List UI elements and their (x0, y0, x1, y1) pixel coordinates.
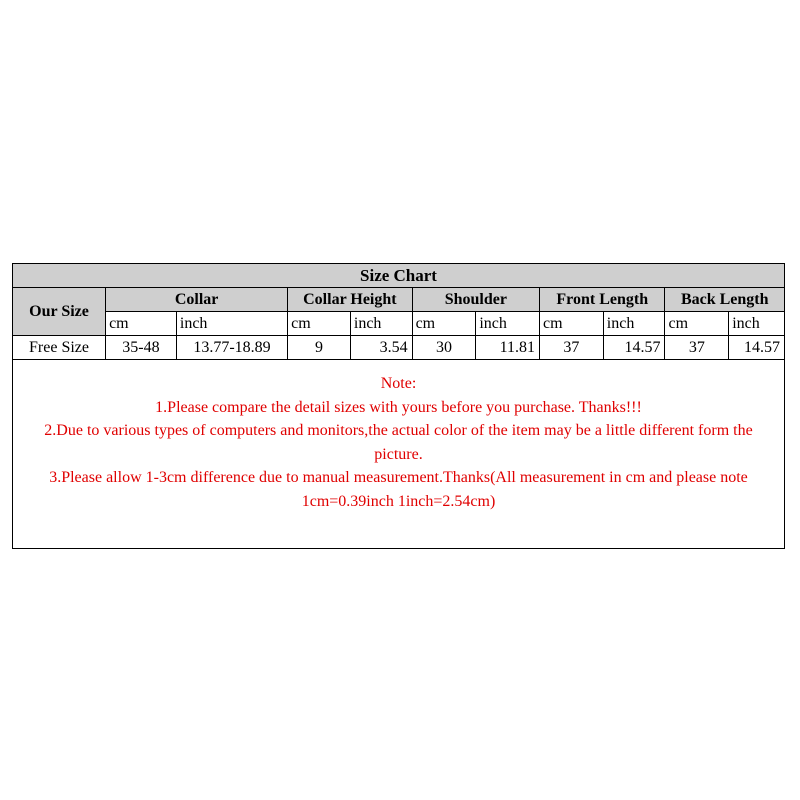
unit-cell: inch (603, 312, 665, 336)
size-chart (12, 263, 785, 549)
group-header-back-length: Back Length (665, 288, 785, 312)
value-cell: 13.77-18.89 (176, 336, 287, 360)
value-cell: 14.57 (729, 336, 785, 360)
notes-box (12, 360, 785, 549)
note-heading: Note: (380, 375, 417, 392)
unit-cell: inch (176, 312, 287, 336)
size-chart-table (12, 263, 785, 360)
unit-cell: cm (540, 312, 604, 336)
value-cell: 37 (665, 336, 729, 360)
value-cell: 30 (412, 336, 476, 360)
unit-cell: cm (412, 312, 476, 336)
title-row (13, 264, 785, 288)
value-cell: 9 (288, 336, 351, 360)
table-row (13, 336, 785, 360)
value-cell: 3.54 (350, 336, 412, 360)
value-cell: 37 (540, 336, 604, 360)
group-header-row (13, 288, 785, 312)
value-cell: 11.81 (476, 336, 540, 360)
unit-cell: inch (350, 312, 412, 336)
unit-cell: inch (729, 312, 785, 336)
size-label: Free Size (13, 336, 106, 360)
unit-cell: cm (288, 312, 351, 336)
group-header-shoulder: Shoulder (412, 288, 539, 312)
our-size-header: Our Size (13, 288, 106, 336)
value-cell: 14.57 (603, 336, 665, 360)
unit-row (13, 312, 785, 336)
note-line-1: 1.Please compare the detail sizes with yours before you purchase. Thanks!!! (155, 398, 642, 416)
unit-cell: cm (665, 312, 729, 336)
group-header-front-length: Front Length (540, 288, 665, 312)
group-header-collar: Collar (106, 288, 288, 312)
unit-cell: cm (106, 312, 177, 336)
group-header-collar-height: Collar Height (288, 288, 412, 312)
chart-title: Size Chart (13, 264, 785, 288)
value-cell: 35-48 (106, 336, 177, 360)
unit-cell: inch (476, 312, 540, 336)
note-line-2: 2.Due to various types of computers and monitors,the actual color of the item may be a little different form the picture. (44, 422, 753, 463)
note-line-3: 3.Please allow 1-3cm difference due to manual measurement.Thanks(All measurement in cm and please note 1cm=0.39inch 1inch=2.54cm) (49, 469, 748, 510)
